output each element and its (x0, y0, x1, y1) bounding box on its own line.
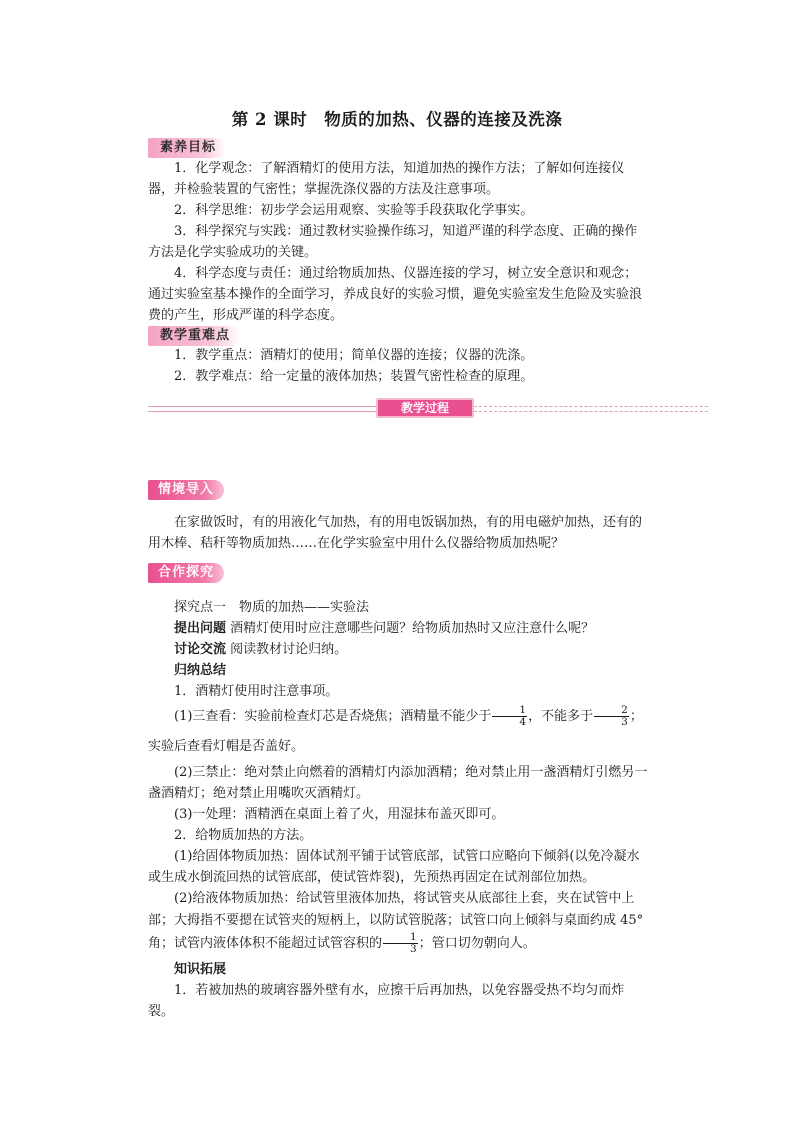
check-text-a: (1)三查看：实验前检查灯芯是否烧焦；酒精量不能少于 (174, 709, 492, 724)
section-label-key-points: 教学重难点 (148, 326, 240, 346)
fraction-one-quarter (492, 705, 527, 728)
key-point-item: 2．教学难点：给一定量的液体加热；装置气密性检查的原理。 (174, 369, 534, 384)
question-text: 酒精灯使用时应注意哪些问题？给物质加热时又应注意什么呢？ (230, 621, 595, 636)
section-label-explore: 合作探究 (148, 563, 224, 583)
process-divider (148, 398, 708, 418)
goal-item: 1．化学观念：了解酒精灯的使用方法，知道加热的操作方法；了解如何连接仪器，并检验装置的气密性；掌握洗涤仪器的方法及注意事项。 (148, 161, 625, 197)
key-points-block (148, 345, 650, 387)
goal-item: 2．科学思维：初步学会运用观察、实验等手段获取化学事实。 (174, 203, 534, 218)
liquid-text-b: ；管口切勿朝向人。 (418, 936, 536, 951)
check-paragraph (148, 702, 650, 762)
liquid-heating-paragraph (148, 888, 650, 955)
handle-paragraph: (3)一处理：酒精洒在桌面上着了火，用湿抹布盖灭即可。 (174, 807, 505, 822)
intro-block (148, 512, 650, 554)
explore-block (148, 597, 650, 1022)
goals-block (148, 158, 650, 326)
check-text-c: ；实验后查看灯帽是否盖好。 (148, 709, 643, 754)
question-line (148, 618, 650, 639)
ban-paragraph: (2)三禁止：绝对禁止向燃着的酒精灯内添加酒精；绝对禁止用一盏酒精灯引燃另一盏酒精灯；绝对禁止用嘴吹灭酒精灯。 (148, 765, 648, 801)
explore-point-title: 探究点一 物质的加热——实验法 (174, 600, 370, 615)
section-label-goals: 素养目标 (148, 138, 226, 158)
section-label-process: 教学过程 (376, 398, 474, 418)
divider-line-left (148, 406, 376, 412)
extension-label: 知识拓展 (174, 962, 227, 977)
intro-text: 在家做饭时，有的用液化气加热，有的用电饭锅加热，有的用电磁炉加热，还有的用木棒、秸秆等物质加热……在化学实验室中用什么仪器给物质加热呢？ (148, 515, 643, 551)
summary-item-2: 2．给物质加热的方法。 (174, 828, 313, 843)
goal-item: 3．科学探究与实践：通过教材实验操作练习，知道严谨的科学态度、正确的操作方法是化学实验成功的关键。 (148, 224, 638, 260)
summary-item-1: 1．酒精灯使用时注意事项。 (174, 684, 339, 699)
page-title: 第 2 课时 物质的加热、仪器的连接及洗涤 (231, 110, 563, 129)
check-text-b: ，不能多于 (528, 709, 594, 724)
fraction-denominator: 4 (519, 716, 527, 728)
discuss-line (148, 639, 650, 660)
fraction-numerator: 1 (383, 932, 418, 944)
extension-item-1: 1．若被加热的玻璃容器外壁有水，应擦干后再加热，以免容器受热不均匀而炸裂。 (148, 983, 625, 1019)
discuss-text: 阅读教材讨论归纳。 (230, 642, 348, 657)
question-label: 提出问题 (174, 621, 227, 636)
summary-label: 归纳总结 (174, 663, 227, 678)
fraction-one-third (383, 932, 418, 955)
fraction-numerator: 1 (492, 705, 527, 717)
fraction-numerator: 2 (594, 705, 629, 717)
discuss-label: 讨论交流 (174, 642, 227, 657)
goal-item: 4．科学态度与责任：通过给物质加热、仪器连接的学习，树立安全意识和观念；通过实验室基本操作的全面学习，养成良好的实验习惯，避免实验室发生危险及实验浪费的产生，形成严谨的科学态度。 (148, 266, 643, 323)
divider-line-right (474, 406, 708, 412)
section-label-intro: 情境导入 (148, 480, 224, 500)
liquid-text-a: (2)给液体物质加热：给试管里液体加热，将试管夹从底部往上套，夹在试管中上部；大拇指不要摁在试管夹的短柄上，以防试管脱落；试管口向上倾斜与桌面约成 45°角；试管内液体体积不能超过试管容积的 (148, 891, 644, 951)
fraction-denominator: 3 (621, 716, 628, 728)
fraction-two-thirds (594, 705, 629, 728)
key-point-item: 1．教学重点：酒精灯的使用；简单仪器的连接；仪器的洗涤。 (174, 348, 534, 363)
fraction-denominator: 3 (410, 943, 417, 955)
solid-heating-paragraph: (1)给固体物质加热：固体试剂平铺于试管底部，试管口应略向下倾斜(以免冷凝水或生成水倒流回热的试管底部，使试管炸裂)，先预热再固定在试剂部位加热。 (148, 849, 640, 885)
